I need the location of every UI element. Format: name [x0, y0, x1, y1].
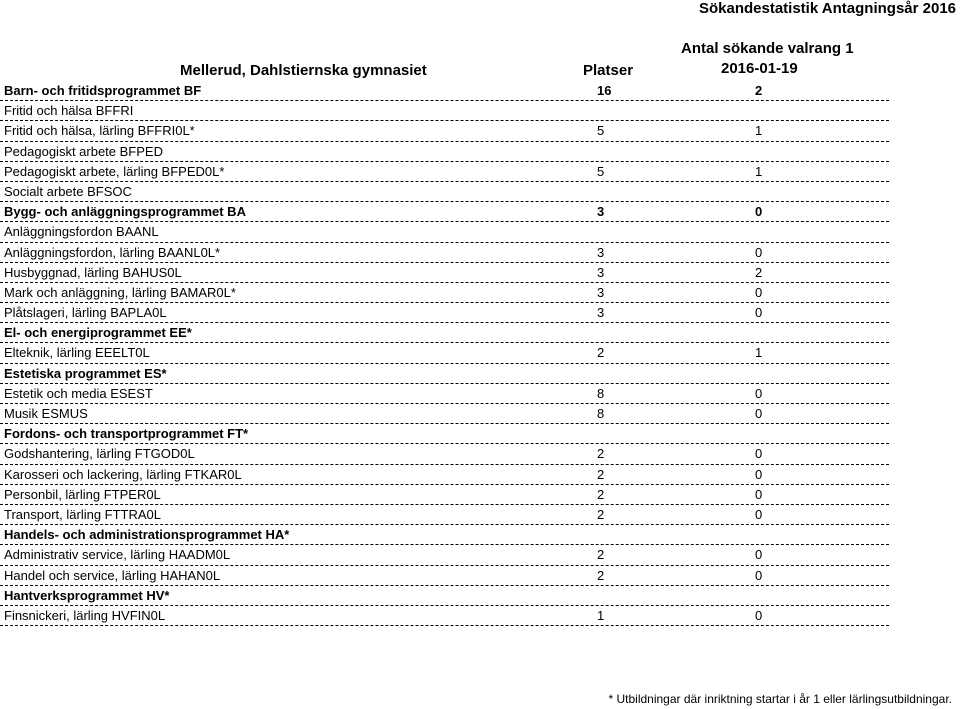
row-name: Socialt arbete BFSOC	[4, 183, 132, 199]
row-name: Handels- och administrationsprogrammet HA*	[4, 527, 290, 543]
row-platser: 2	[597, 446, 605, 462]
program-row	[0, 364, 889, 384]
antal-column-header: Antal sökande valrang 1	[681, 40, 854, 57]
table-row	[0, 566, 889, 586]
row-platser: 8	[597, 406, 605, 421]
row-platser: 3	[597, 244, 605, 260]
table-row	[0, 545, 889, 565]
row-antal: 1	[755, 123, 763, 139]
row-name: Godshantering, lärling FTGOD0L	[4, 446, 195, 462]
table-row	[0, 101, 889, 121]
table-row	[0, 182, 889, 202]
row-antal: 0	[755, 284, 763, 300]
row-name: Finsnickeri, lärling HVFIN0L	[4, 607, 166, 623]
row-antal: 0	[755, 466, 763, 482]
row-platser: 2	[597, 547, 605, 563]
row-name: Musik ESMUS	[4, 406, 88, 421]
row-name: Estetik och media ESEST	[4, 385, 153, 401]
table-row	[0, 142, 889, 162]
row-platser: 2	[597, 486, 605, 502]
footnote: * Utbildningar där inriktning startar i år 1 eller lärlingsutbildningar.	[608, 692, 952, 706]
table-row	[0, 283, 889, 303]
row-platser: 5	[597, 163, 605, 179]
row-antal: 1	[755, 345, 763, 361]
table-row	[0, 485, 889, 505]
row-platser: 2	[597, 567, 605, 583]
date-header: 2016-01-19	[721, 60, 798, 77]
row-name: Handel och service, lärling HAHAN0L	[4, 567, 221, 583]
row-name: Plåtslageri, lärling BAPLA0L	[4, 305, 167, 321]
row-name: Bygg- och anläggningsprogrammet BA	[4, 204, 246, 220]
row-platser: 3	[597, 305, 605, 321]
row-name: Barn- och fritidsprogrammet BF	[4, 83, 202, 98]
row-platser: 3	[597, 204, 605, 220]
row-antal: 0	[755, 204, 763, 220]
program-row	[0, 323, 889, 343]
program-row	[0, 424, 889, 444]
table-row	[0, 404, 889, 424]
row-name: Pedagogiskt arbete BFPED	[4, 143, 163, 159]
row-name: Pedagogiskt arbete, lärling BFPED0L*	[4, 163, 225, 179]
row-antal: 0	[755, 305, 763, 321]
table-row	[0, 263, 889, 283]
table-row	[0, 465, 889, 485]
row-antal: 0	[755, 244, 763, 260]
row-antal: 0	[755, 446, 763, 462]
table-row	[0, 243, 889, 263]
row-name: Husbyggnad, lärling BAHUS0L	[4, 264, 182, 280]
program-table	[0, 81, 889, 626]
row-name: Elteknik, lärling EEELT0L	[4, 345, 150, 361]
table-row	[0, 606, 889, 626]
report-title: Sökandestatistik Antagningsår 2016	[698, 0, 956, 17]
program-row	[0, 525, 889, 545]
row-antal: 2	[755, 264, 763, 280]
program-row	[0, 202, 889, 222]
row-platser: 1	[597, 607, 605, 623]
table-row	[0, 162, 889, 182]
row-name: Transport, lärling FTTRA0L	[4, 506, 162, 522]
row-name: Estetiska programmet ES*	[4, 365, 167, 381]
table-row	[0, 444, 889, 464]
table-row	[0, 303, 889, 323]
row-platser: 8	[597, 385, 605, 401]
row-platser: 5	[597, 123, 605, 139]
row-platser: 2	[597, 506, 605, 522]
row-antal: 0	[755, 506, 763, 522]
row-antal: 2	[755, 83, 763, 98]
row-name: El- och energiprogrammet EE*	[4, 325, 192, 341]
row-antal: 1	[755, 163, 763, 179]
table-row	[0, 343, 889, 363]
table-row	[0, 384, 889, 404]
row-antal: 0	[755, 406, 763, 421]
row-antal: 0	[755, 486, 763, 502]
table-row	[0, 121, 889, 141]
row-name: Fordons- och transportprogrammet FT*	[4, 426, 249, 442]
row-antal: 0	[755, 607, 763, 623]
row-antal: 0	[755, 547, 763, 563]
program-row	[0, 586, 889, 606]
row-platser: 3	[597, 264, 605, 280]
row-name: Mark och anläggning, lärling BAMAR0L*	[4, 284, 236, 300]
row-name: Hantverksprogrammet HV*	[4, 587, 170, 603]
row-antal: 0	[755, 385, 763, 401]
row-name: Fritid och hälsa BFFRI	[4, 103, 134, 119]
school-header: Mellerud, Dahlstiernska gymnasiet	[180, 62, 427, 79]
table-row	[0, 222, 889, 242]
table-row	[0, 505, 889, 525]
platser-column-header: Platser	[583, 62, 634, 79]
row-platser: 2	[597, 345, 605, 361]
program-row	[0, 81, 889, 101]
row-name: Anläggningsfordon BAANL	[4, 224, 159, 240]
row-platser: 16	[597, 83, 612, 98]
row-name: Anläggningsfordon, lärling BAANL0L*	[4, 244, 221, 260]
row-platser: 3	[597, 284, 605, 300]
row-platser: 2	[597, 466, 605, 482]
row-name: Administrativ service, lärling HAADM0L	[4, 547, 231, 563]
row-antal: 0	[755, 567, 763, 583]
row-name: Fritid och hälsa, lärling BFFRI0L*	[4, 123, 195, 139]
row-name: Personbil, lärling FTPER0L	[4, 486, 161, 502]
row-name: Karosseri och lackering, lärling FTKAR0L	[4, 466, 242, 482]
